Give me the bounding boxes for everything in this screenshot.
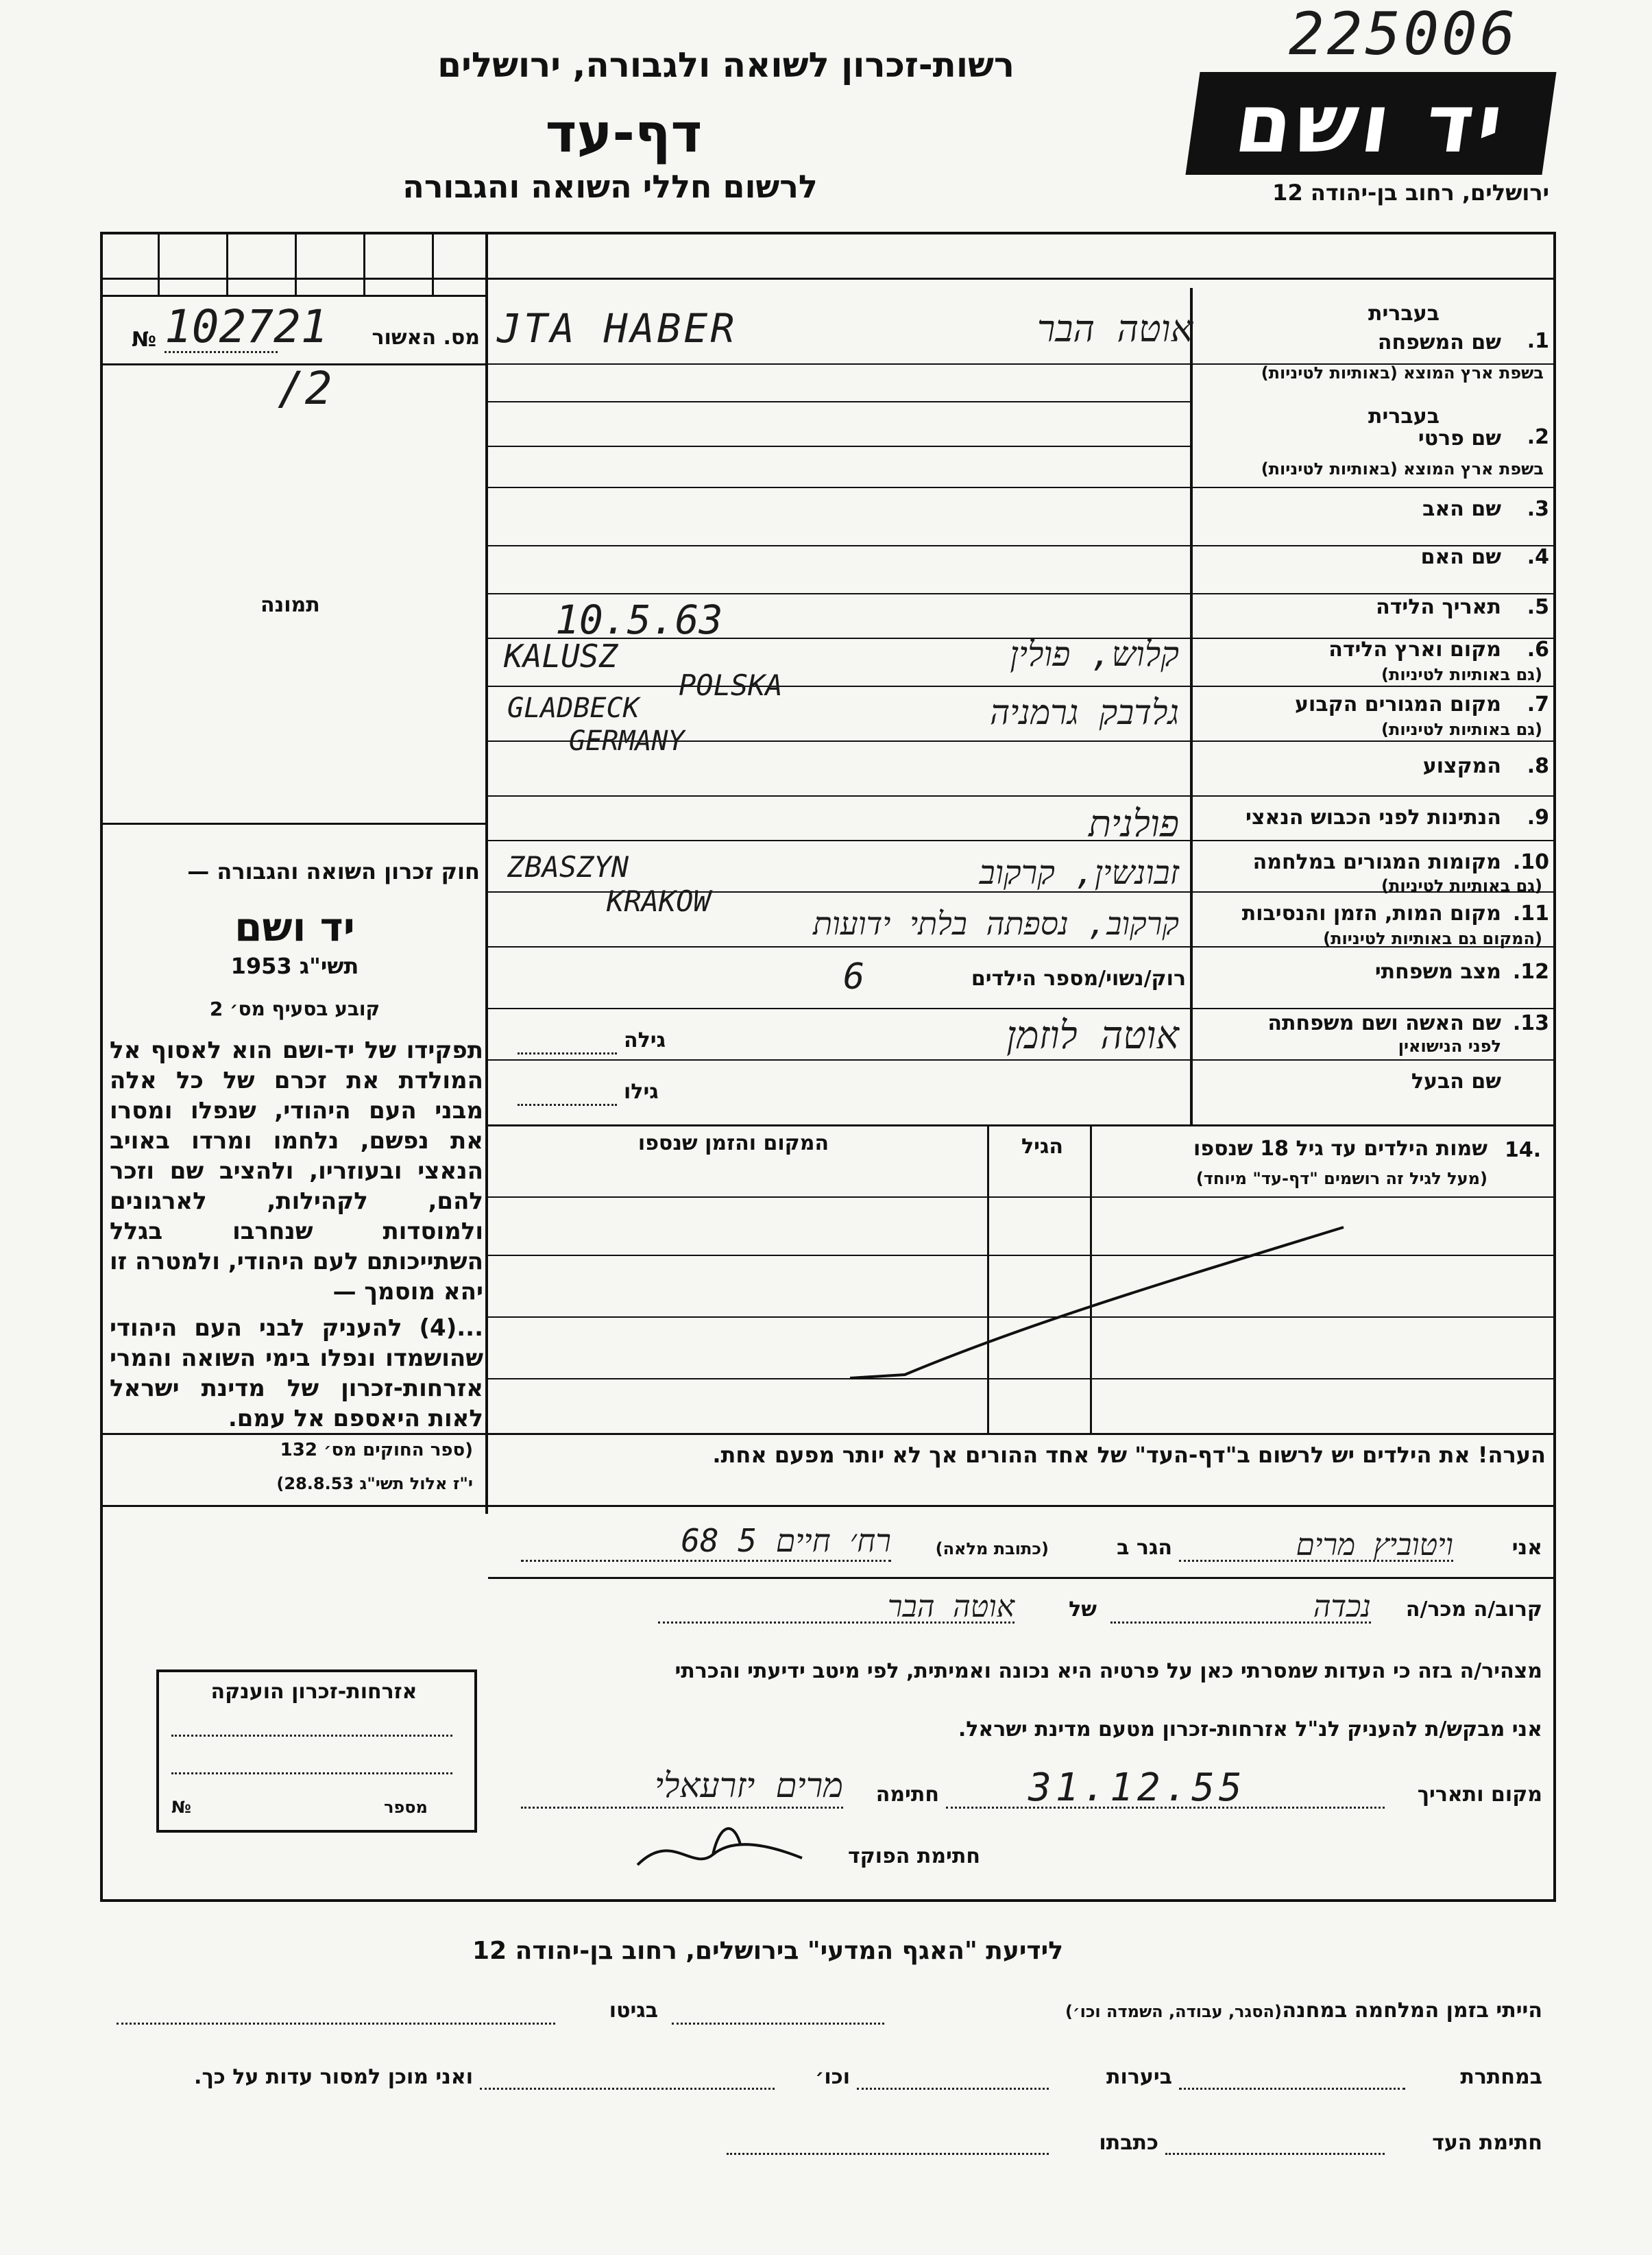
wife-age-label: גילה <box>624 1028 666 1052</box>
photo-column-divider <box>485 232 488 1514</box>
grid-line <box>432 234 434 295</box>
grid-line <box>488 1008 1555 1009</box>
field-1-subtitle: בשפת ארץ המוצא (באותיות לטיניות) <box>1261 363 1544 383</box>
field-12-label: מצב משפחתי <box>1374 960 1501 984</box>
law-text-1: תפקידו של יד-ושם הוא לאסוף אל המולדת את זכרם של כל אלה מבני העם היהודי, שנפלו ומסרו את נפשם, נלחמו ומרדו באויב הנאצי ובעוזריו, ולהציב שם וזכר להם, לקהילות, לארגונים ולמוסדות שנחרבו בגלל השתייכותם לעם היהודי, ולמטרה זו יהא מוסמך — <box>110 1037 483 1305</box>
grid-line <box>488 593 1555 594</box>
field-13-subtitle: לפני הנישואין <box>1398 1037 1501 1056</box>
field-1-label: שם המשפחה <box>1377 330 1501 354</box>
citizenship-box-number-label: מספר <box>384 1798 428 1817</box>
children-number: 14. <box>1505 1138 1542 1162</box>
field-9-value: פולנית <box>1088 802 1179 845</box>
frame-top <box>100 232 1556 234</box>
field-6-value-latin-1: KALUSZ <box>504 638 618 675</box>
field-7-subtitle: (גם באותיות לטיניות) <box>1381 720 1542 739</box>
field-6-label: מקום וארץ הלידה <box>1328 638 1501 662</box>
field-10-value-hebrew: זבונשין, קרקוב <box>979 854 1179 892</box>
field-10-value-latin-1: ZBASZYN <box>507 850 629 884</box>
citizenship-box-title: אזרחות-זכרון הוענקה <box>210 1680 417 1704</box>
field-9-label: הנתינות לפני הכבוש הנאצי <box>1246 806 1501 830</box>
law-source: (ספר החוקים מס׳ 132 <box>280 1440 473 1460</box>
footer-line2-underground: במחתרת <box>1460 2065 1542 2089</box>
field-12-value: 6 <box>843 956 865 998</box>
footer-line3-dotted-1 <box>1165 2153 1385 2155</box>
field-6-number: 6. <box>1527 638 1549 662</box>
children-subtitle: (מעל לגיל זה רושמים "דף-עד" מיוחד) <box>1195 1169 1487 1188</box>
citizenship-box-line <box>171 1772 452 1774</box>
law-year: תשי"ג 1953 <box>230 953 359 979</box>
grid-line <box>363 234 365 295</box>
law-date: י"ז אלול תשי"ג 28.8.53) <box>276 1474 473 1493</box>
registration-number: 102721 <box>165 300 328 353</box>
footer-line1-dotted-2 <box>117 2023 555 2025</box>
law-title: חוק זכרון השואה והגבורה — <box>187 858 480 884</box>
field-2-hebrew-note: בעברית <box>1368 405 1440 429</box>
children-age-header: הגיל <box>1021 1135 1063 1159</box>
field-7-value-latin-1: GLADBECK <box>507 692 640 724</box>
photo-label: תמונה <box>260 593 320 617</box>
field-2-subtitle: בשפת ארץ המוצא (באותיות לטיניות) <box>1261 459 1544 479</box>
yad-vashem-logo: יד ושם <box>1185 72 1556 175</box>
signature-label: חתימה <box>875 1783 939 1807</box>
declaration-request: אני מבקש/ת להעניק לנ"ל אזרחות-זכרון מטעם מדינת ישראל. <box>958 1717 1542 1741</box>
footer-line1-camp-types: (הסגר, עבודה, השמדה וכו׳) <box>1065 2002 1282 2021</box>
footer-line2-dotted-1 <box>1179 2088 1405 2090</box>
footer-line2-ready: ואני מוכן למסור עדות על כך. <box>194 2065 473 2089</box>
of-value: אוטה הבר <box>887 1589 1015 1624</box>
grid-line <box>295 234 297 295</box>
footer-line2-dotted-3 <box>480 2088 775 2090</box>
footer-line3-dotted-2 <box>727 2153 1049 2155</box>
husband-age-label: גילו <box>624 1080 659 1104</box>
law-name: יד ושם <box>234 904 355 950</box>
field-13-label: שם האשה ושם משפחתה <box>1267 1011 1501 1035</box>
wife-age-dotted-line <box>518 1052 617 1054</box>
place-date-label: מקום ותאריך <box>1417 1783 1542 1807</box>
field-2-label: שם פרטי <box>1418 426 1501 450</box>
grid-line <box>488 446 1190 447</box>
address-dotted-line <box>521 1560 891 1562</box>
field-10-value-latin-2: KRAKOW <box>607 884 711 918</box>
form-purpose: לרשום חללי השואה והגבורה <box>402 168 818 205</box>
field-1-number: 1. <box>1527 329 1549 353</box>
children-strike-through <box>850 1220 1350 1385</box>
footer-line2-etc: וכו׳ <box>815 2065 850 2089</box>
grid-line <box>158 234 160 295</box>
field-9-number: 9. <box>1527 806 1549 830</box>
footer-line3-witness-signature: חתימת העד <box>1432 2131 1542 2155</box>
grid-line <box>488 401 1190 402</box>
citizenship-box-no-mark: № <box>171 1798 191 1817</box>
labels-column-divider <box>1190 288 1193 1124</box>
field-7-value-hebrew: גלדבק גרמניה <box>989 692 1179 732</box>
law-text-2: ...(4) להעניק לבני העם היהודי שהושמדו ונפלו בימי השואה והמרי אזרחות-זכרון של מדינת ישראל לאות היאספם אל עמם. <box>110 1314 483 1432</box>
field-10-number: 10. <box>1512 850 1549 874</box>
field-4-number: 4. <box>1527 545 1549 569</box>
field-10-subtitle: (גם באותיות לטיניות) <box>1381 876 1542 895</box>
field-8-label: המקצוע <box>1422 754 1501 778</box>
field-13-value: אוטה לוזמן <box>1006 1013 1179 1058</box>
grid-line <box>103 1505 1556 1507</box>
grid-line <box>103 295 487 297</box>
resides-label: הגר ב <box>1117 1536 1172 1560</box>
frame-right <box>1553 232 1556 1902</box>
field-2-number: 2. <box>1527 425 1549 449</box>
field-1-value-hebrew: אוטה הבר <box>1036 307 1193 350</box>
field-6-value-hebrew: קלוש, פולין <box>1010 634 1179 674</box>
footer-line3-address: כתבתו <box>1099 2131 1158 2155</box>
grid-line <box>488 1124 1555 1126</box>
field-7-number: 7. <box>1527 692 1549 716</box>
citizenship-box-line <box>171 1735 452 1737</box>
form-title: דף-עד <box>545 103 703 165</box>
field-13-number: 13. <box>1512 1011 1549 1035</box>
grid-line <box>226 234 228 295</box>
institution-name: רשות-זכרון לשואה ולגבורה, ירושלים <box>437 45 1015 85</box>
field-11-value-hebrew: קרקוב, נספתה בלתי ידועות <box>812 905 1179 942</box>
field-3-label: שם האב <box>1422 497 1501 521</box>
grid-line <box>103 278 1556 280</box>
field-6-value-latin-2: POLSKA <box>679 668 783 702</box>
registration-no-mark: № <box>132 328 157 352</box>
field-5-label: תאריך הלידה <box>1376 595 1501 619</box>
file-number: 225006 <box>1289 0 1518 69</box>
footer-line1-dotted-1 <box>672 2023 884 2025</box>
grid-line <box>488 795 1555 797</box>
field-3-number: 3. <box>1527 497 1549 521</box>
field-4-label: שם האם <box>1420 545 1501 569</box>
field-6-subtitle: (גם באותיות לטיניות) <box>1381 665 1542 684</box>
relative-label: קרוב/ה מכר/ה <box>1405 1597 1542 1621</box>
grid-line <box>103 823 487 825</box>
field-11-number: 11. <box>1512 902 1549 926</box>
field-7-label: מקום המגורים הקבוע <box>1295 692 1501 716</box>
declaration-i: אני <box>1511 1536 1542 1560</box>
grid-line <box>488 686 1555 687</box>
declaration-statement: מצהיר/ה בזה כי העדות שמסרתי כאן על פרטיה היא נכונה ואמיתית, לפי מיטב ידיעתי והכרתי <box>675 1659 1542 1683</box>
field-7-value-latin-2: GERMANY <box>569 725 685 757</box>
children-place-header: המקום והזמן שנספו <box>637 1131 829 1155</box>
field-12-options: רוק/נשוי/מספר הילדים <box>971 967 1186 991</box>
grid-line <box>488 1059 1555 1061</box>
field-1-value-latin: JTA HABER <box>497 305 738 352</box>
field-8-number: 8. <box>1527 754 1549 778</box>
field-10-label: מקומות המגורים במלחמה <box>1252 850 1501 874</box>
declarant-name: ויטוביץ מרים <box>1296 1528 1453 1563</box>
grid-line <box>103 1899 1556 1901</box>
address-note: (כתובת מלאה) <box>935 1539 1049 1558</box>
footer-line2-forests: ביערות <box>1106 2065 1172 2089</box>
signature-dotted-line <box>521 1807 843 1809</box>
relation-value: נכדה <box>1313 1589 1371 1624</box>
children-note: הערה! את הילדים יש לרשום ב"דף-העד" של אחד ההורים אך לא יותר מפעם אחת. <box>712 1442 1546 1468</box>
grid-line <box>488 1577 1555 1579</box>
date-value: 31.12.55 <box>1028 1765 1246 1810</box>
field-1-hebrew-note: בעברית <box>1368 302 1440 326</box>
registration-label: מס. האשור <box>372 326 480 350</box>
field-11-label: מקום המות, הזמן והנסיבות <box>1241 902 1501 926</box>
grid-line <box>488 1196 1555 1198</box>
signature-value: מרים יזרעאלי <box>654 1765 843 1805</box>
field-11-subtitle: (המקום גם באותיות לטיניות) <box>1323 929 1542 948</box>
husband-label: שם הבעל <box>1411 1070 1501 1094</box>
field-12-number: 12. <box>1512 960 1549 984</box>
registration-fraction: /2 <box>278 362 332 415</box>
field-5-value: 10.5.63 <box>555 596 723 643</box>
declarant-address: רח׳ חיים 5 68 <box>681 1522 891 1559</box>
grid-line <box>488 487 1555 488</box>
law-clause: קובע בסעיף מס׳ 2 <box>209 998 380 1020</box>
frame-left <box>100 232 103 1902</box>
officer-signature-label: חתימת הפוקד <box>848 1844 980 1868</box>
footer-title: לידיעת "האגף המדעי" בירושלים, רחוב בן-יהודה 12 <box>472 1937 1063 1965</box>
address: ירושלים, רחוב בן-יהודה 12 <box>1272 180 1549 206</box>
husband-age-dotted-line <box>518 1104 617 1106</box>
field-5-number: 5. <box>1527 595 1549 619</box>
footer-line2-dotted-2 <box>857 2088 1049 2090</box>
children-label: שמות הילדים עד גיל 18 שנספו <box>1193 1137 1487 1161</box>
footer-line1-camp: הייתי בזמן המלחמה במחנה <box>1282 1999 1542 2023</box>
officer-signature-mark <box>631 1817 809 1879</box>
footer-line1-ghetto: בגיטו <box>609 1999 658 2023</box>
of-label: של <box>1069 1597 1097 1621</box>
